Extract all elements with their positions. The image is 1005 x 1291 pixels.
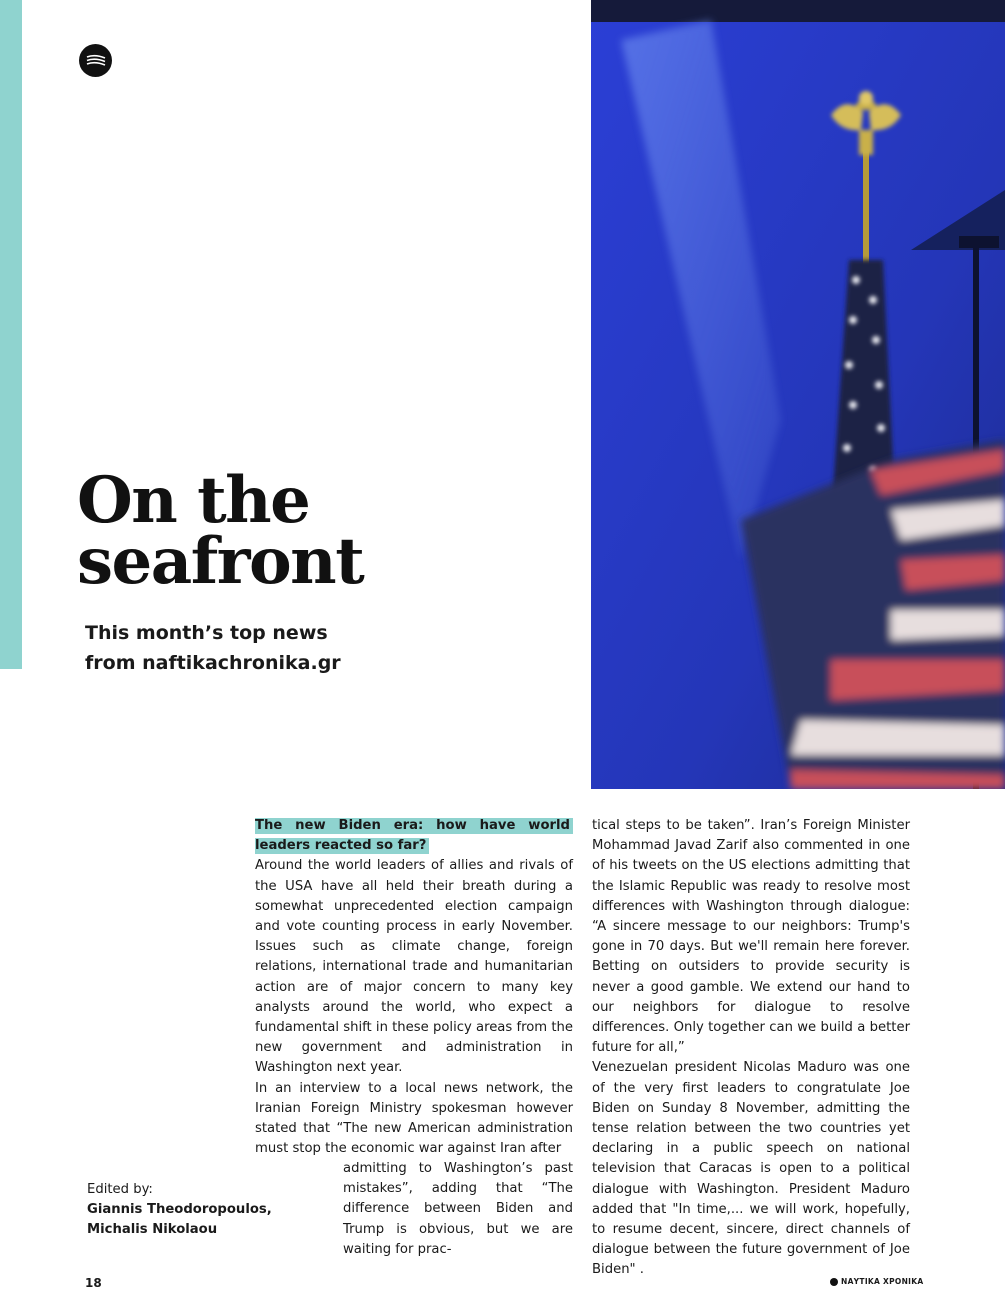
credit-label: Edited by: <box>87 1182 153 1197</box>
waves-logo-icon <box>79 44 112 77</box>
subtitle-line-2: from naftikachronika.gr <box>85 652 341 674</box>
credit-name-2: Michalis Nikolaou <box>87 1222 218 1238</box>
subtitle-line-1: This month’s top news <box>85 622 328 644</box>
page-number: 18 <box>85 1276 102 1290</box>
page-title <box>77 463 364 599</box>
article-paragraph: Around the world leaders of allies and rivals of the USA have all held their breath during a somewhat unprecedented election campaign and vote counting process in early November. Issues such as climate change, foreign relations, international trade and humanitarian action are of major concern to many key analysts around the world, who expect a fundamental shift in these policy areas from the new government and administration in Washington next year. <box>255 858 573 1076</box>
article-column-1-continuation: admitting to Washington’s past mistakes”, adding that “The difference between Biden and Trump is obvious, but we are waiting for prac- <box>343 1161 573 1257</box>
article-headline-text: The new Biden era: how have world leaders reacted so far? <box>255 818 573 854</box>
article-paragraph: tical steps to be taken”. Iran’s Foreign Minister Mohammad Javad Zarif also commented in one of his tweets on the US elections admitting that the Islamic Republic was ready to resolve most differences with Washington through dialogue: “A sincere message to our neighbors: Trump's gone in 70 days. But we'll remain here forever. Betting on outsiders to provide security is never a good gamble. We extend our hand to our neighbors for dialogue to resolve differences. Only together can we build a better future for all,” <box>592 818 910 1056</box>
title-line-1: On the <box>77 463 310 538</box>
accent-side-bar <box>0 0 22 669</box>
page-subtitle <box>85 618 341 678</box>
brand-dot-icon <box>830 1278 838 1286</box>
article-column-1 <box>255 816 573 1159</box>
article-headline <box>255 816 573 856</box>
editor-credit <box>87 1180 272 1241</box>
footer-brand <box>830 1277 924 1286</box>
brand-name: ΝΑΥΤΙΚΑ ΧΡΟΝΙΚΑ <box>841 1277 924 1286</box>
flag-podium-photo <box>591 0 1005 789</box>
article-paragraph: In an interview to a local news network, the Iranian Foreign Ministry spokesman however stated that “The new American administration must stop the economic war against Iran after <box>255 1080 573 1157</box>
title-line-2: seafront <box>77 524 364 599</box>
article-column-2 <box>592 816 910 1281</box>
credit-name-1: Giannis Theodoropoulos, <box>87 1202 272 1218</box>
article-paragraph: Venezuelan president Nicolas Maduro was one of the very first leaders to congratulate Joe Biden on Sunday 8 November, admitting the tense relation between the two countries yet declaring in a public speech on national television that Caracas is open to a political dialogue with Washington. President Maduro added that "In time,... we will work, hopefully, to resume decent, sincere, direct channels of dialogue between the future government of Joe Biden" . <box>592 1060 910 1278</box>
